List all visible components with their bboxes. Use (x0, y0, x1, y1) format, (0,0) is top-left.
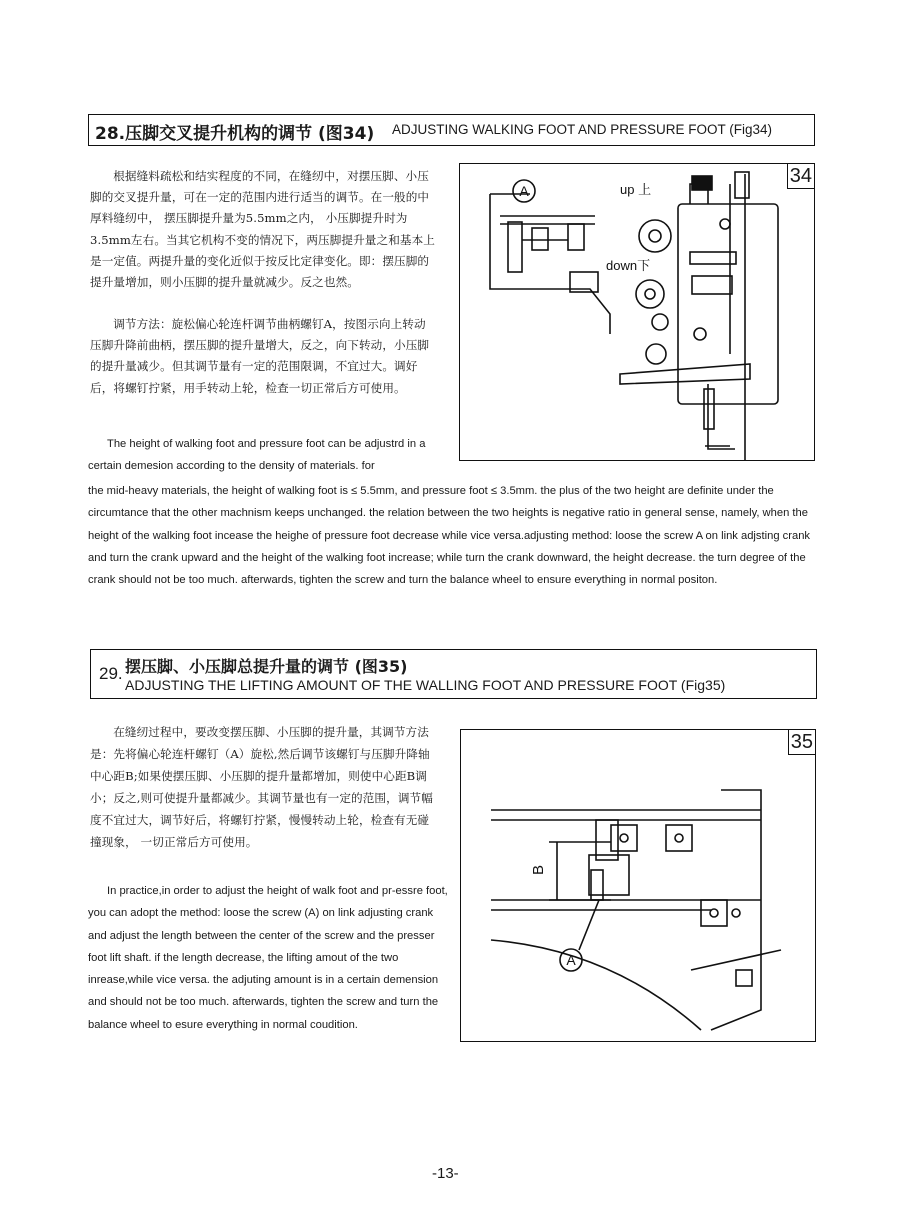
page-number: -13- (432, 1165, 459, 1182)
section-29-number: 29. (99, 664, 123, 683)
section-28-title-en: ADJUSTING WALKING FOOT AND PRESSURE FOOT (Fig34) (392, 122, 773, 137)
section-28-paragraph-en-a: The height of walking foot and pressure foot can be adjustrd in a certain demesion according to the density of materials. for (88, 438, 426, 473)
figure-35-drawing (461, 730, 815, 1041)
figure-34-callout-a: A (519, 183, 529, 199)
section-28-paragraph-cn-1: 根据缝料疏松和结实程度的不同，在缝纫中，对摆压脚、小压脚的交叉提升量，可在一定的范围内进行适当的调节。在一般的中厚料缝纫中， 摆压脚提升量为5.5mm之内， 小压脚提升时为3.5mm左右。当其它机构不变的情况下，两压脚提升量之和基本上是一定值。两提升量的变化近似于按反比定律变化。即：摆压脚的提升量增加，则小压脚的提升量就减少。反之也然。 (90, 169, 435, 290)
section-29-paragraph-cn: 在缝纫过程中，要改变摆压脚、小压脚的提升量，其调节方法是：先将偏心轮连杆螺钉（A）旋松,然后调节该螺钉与压脚升降轴中心距B;如果使摆压脚、小压脚的提升量都增加，则使中心距B调小；反之,则可使提升量都减少。其调节量也有一定的范围，调节幅度不宜过大，调节好后，将螺钉拧紧，慢慢转动上轮，检查有无碰撞现象， 一切正常后方可使用。 (90, 725, 433, 849)
figure-35-label: 35 (788, 729, 816, 755)
figure-34-down-label: down下 (606, 258, 651, 273)
section-28-title-cn: 28.压脚交叉提升机构的调节 (图34) (95, 124, 375, 144)
figure-35-callout-a: A (566, 952, 576, 968)
figure-34 (459, 163, 815, 461)
section-28-paragraph-cn-2: 调节方法：旋松偏心轮连杆调节曲柄螺钉A，按图示向上转动压脚升降前曲柄，摆压脚的提升量增大，反之，向下转动，小压脚的提升量减少。但其调节量有一定的范围限调，不宜过大。调好后，将螺钉拧紧，用手转动上轮，检查一切正常后方可使用。 (90, 317, 430, 395)
section-29-title-en: ADJUSTING THE LIFTING AMOUNT OF THE WALLING FOOT AND PRESSURE FOOT (Fig35) (125, 677, 726, 693)
section-28-header (88, 114, 815, 146)
figure-34-up-label: up 上 (620, 182, 652, 197)
figure-34-drawing (460, 164, 814, 460)
section-29-paragraph-en: In practice,in order to adjust the height of walk foot and pr-essre foot, you can adopt the method: loose the screw (A) on link adjusting crank and adjust the length between the center of the screw and the presser foot lift shaft. if the length decrease, the lifting amout of the two inrease,while vice versa. the adjuting amount is in a certain demension and should not be too much. afterwards, tighten the screw and turn the balance wheel to esure everything in normal coudition. (88, 885, 448, 1031)
section-28-paragraph-en-b: the mid-heavy materials, the height of walking foot is ≤ 5.5mm, and pressure foot ≤ 3.5mm. the plus of the two height are definite under the circumtance that the other machnism keeps unchanged. the relation between the two heights is negative ratio in general sense, namely, when the height of the walking foot incease the heighe of pressure foot decrease while vice versa.adjusting method: loose the screw A on link adjsting crank and turn the crank upward and the height of the walking foot increase; while turn the crank downward, the height decrease. the turn degree of the crank should not be too much. afterwards, tighten the screw and turn the balance wheel to ensure everything in normal positon. (88, 485, 811, 587)
section-29-header (90, 649, 817, 699)
figure-35 (460, 729, 816, 1042)
figure-34-label: 34 (787, 163, 815, 189)
section-29-title-cn: 摆压脚、小压脚总提升量的调节 (图35) (125, 657, 408, 676)
figure-35-dimension-b: B (530, 864, 547, 875)
